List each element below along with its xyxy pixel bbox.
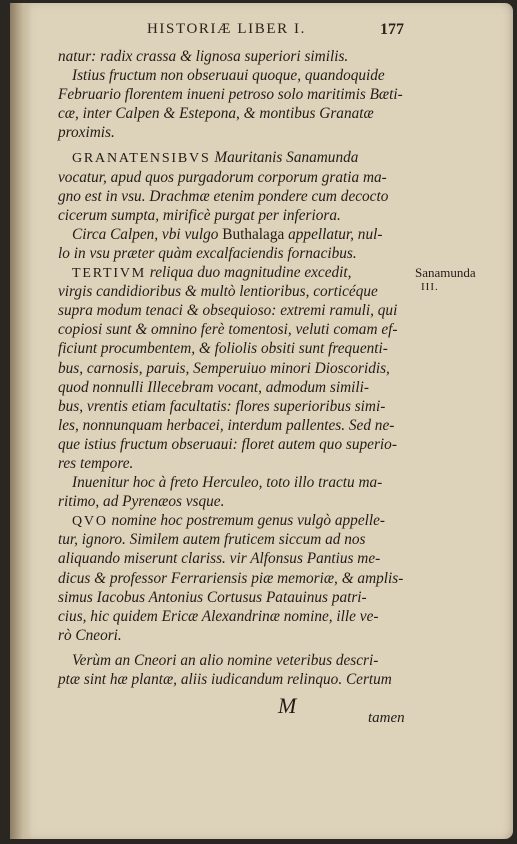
text-line: ptæ sint hæ plantæ, aliis iudicandum relinquo. Certum: [58, 671, 392, 688]
text-line: proximis.: [58, 124, 115, 142]
running-head: HISTORIÆ LIBER I.: [147, 21, 307, 37]
text-line: dicus & professor Ferrariensis piæ memoriæ, & amplis-: [58, 569, 404, 587]
smallcaps-word: QVO: [72, 514, 108, 530]
text-line: cicerum sumpta, mirificè purgat per inferiora.: [58, 206, 341, 224]
text-line: les, nonnunquam herbacei, interdum pallentes. Sed ne-: [58, 416, 395, 434]
roman-word: Buthalaga: [222, 225, 285, 243]
text-line: vocatur, apud quos purgadorum corporum gratia ma-: [58, 168, 387, 186]
smallcaps-word: GRANATENSIBVS: [72, 151, 211, 167]
text-line: supra modum tenaci & obsequioso: extremi ramuli, qui: [58, 302, 398, 320]
book-page: [10, 3, 513, 839]
text-line: Februario florentem inueni petroso solo maritimis Bæti-: [58, 86, 403, 104]
margin-note-number: III.: [421, 281, 439, 293]
page-header: [10, 21, 513, 45]
text-line: virgis candidioribus & multò lentioribus, corticéque: [58, 283, 378, 301]
text-line: aliquando miserunt clariss. vir Alfonsus Pantius me-: [58, 550, 381, 568]
text-line: gno est in vsu. Drachmæ etenim pondere cum decocto: [58, 187, 389, 205]
signature-mark: M: [278, 693, 297, 718]
text-line: que istius fructum obseruaui: floret autem quo superio-: [58, 435, 397, 453]
text-line: ritimo, ad Pyrenæos vsque.: [58, 493, 225, 511]
body-text: [58, 47, 418, 689]
margin-note-title: Sanamunda: [415, 265, 476, 280]
text-line: bus, vrentis etiam facultatis: flores superioribus simi-: [58, 397, 386, 415]
smallcaps-word: TERTIVM: [72, 266, 146, 282]
text-line: Istius fructum non obseruaui quoque, quandoquide: [72, 67, 385, 85]
text-line: simus Iacobus Antonius Cortusus Patauinus patri-: [58, 588, 367, 606]
margin-note: [415, 265, 476, 295]
text-line: tur, ignoro. Similem autem fruticem siccum ad nos: [58, 531, 366, 549]
binding-gutter: [10, 3, 32, 839]
page-number: 177: [380, 21, 404, 38]
catchword: tamen: [368, 710, 405, 726]
text-line: lo in vsu præter quàm excalfaciendis fornacibus.: [58, 244, 357, 262]
text-line: natur: radix crassa & lignosa superiori similis.: [58, 48, 349, 65]
text-line: quod nonnulli Illecebram vocant, admodum simili-: [58, 378, 369, 396]
paragraph-quo-first-line: QVO nomine hoc postremum genus vulgò appelle-: [72, 512, 386, 530]
text-line: Inuenitur hoc à freto Herculeo, toto illo tractu ma-: [72, 474, 383, 492]
text-line: Verùm an Cneori an alio nomine veteribus descri-: [72, 651, 379, 669]
text-line: copiosi sunt & omnino ferè tomentosi, veluti comam ef-: [58, 321, 398, 339]
text-line: rò Cneori.: [58, 626, 122, 644]
text-line: cæ, inter Calpen & Estepona, & montibus Granatæ: [58, 105, 374, 123]
text-line: ficiunt procumbentem, & foliolis obsiti sunt frequenti-: [58, 340, 388, 358]
paragraph-granatensibus-first-line: GRANATENSIBVS Mauritanis Sanamunda: [72, 149, 359, 167]
paragraph-tertium-first-line: TERTIVM reliqua duo magnitudine excedit,: [72, 264, 352, 282]
text-line: res tempore.: [58, 454, 134, 472]
text-line: bus, carnosis, paruis, Semperuiuo minori Dioscoridis,: [58, 359, 390, 377]
text-line: cius, hic quidem Ericæ Alexandrinæ nomine, ille ve-: [58, 607, 379, 625]
paragraph-calpen-first-line: Circa Calpen, vbi vulgo Buthalaga appellatur, nul-: [72, 225, 383, 243]
